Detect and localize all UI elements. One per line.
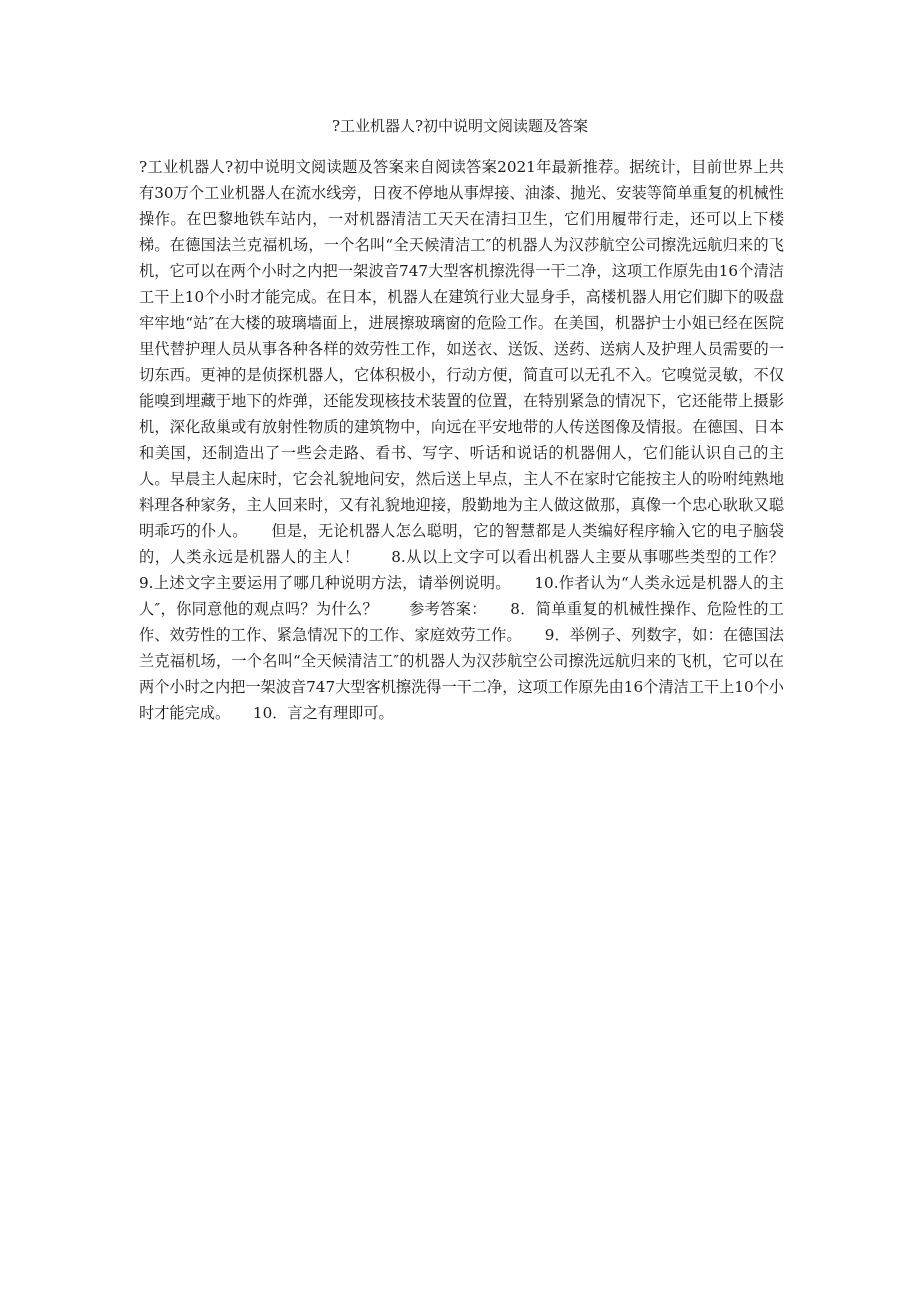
document-body-text: ?工业机器人?初中说明文阅读题及答案来自阅读答案2021年最新推荐。据统计，目前世界上共有30万个工业机器人在流水线旁，日夜不停地从事焊接、油漆、抛光、安装等简单重复的机械性操作。在巴黎地铁车站内，一对机器清洁工天天在清扫卫生，它们用履带行走，还可以上下楼梯。在德国法兰克福机场，一个名叫“全天候清洁工″的机器人为汉莎航空公司擦洗远航归来的飞机，它可以在两个小时之内把一架波音747大型客机擦洗得一干二净，这项工作原先由16个清洁工干上10个小时才能完成。在日本，机器人在建筑行业大显身手，高楼机器人用它们脚下的吸盘牢牢地“站″在大楼的玻璃墙面上，进展擦玻璃窗的危险工作。在美国，机器护士小姐已经在医院里代替护理人员从事各种各样的效劳性工作，如送衣、送饭、送药、送病人及护理人员需要的一切东西。更神的是侦探机器人，它体积极小，行动方便，简直可以无孔不入。它嗅觉灵敏，不仅能嗅到埋藏于地下的炸弹，还能发现核技术装置的位置，在特别紧急的情况下，它还能带上摄影机，深化敌巢或有放射性物质的建筑物中，向远在平安地带的人传送图像及情报。在德国、日本和美国，还制造出了一些会走路、看书、写字、听话和说话的机器佣人，它们能认识自己的主人。早晨主人起床时，它会礼貌地问安，然后送上早点，主人不在家时它能按主人的吩咐纯熟地料理各种家务，主人回来时，又有礼貌地迎接，殷勤地为主人做这做那，真像一个忠心耿耿又聪明乖巧的仆人。 但是，无论机器人怎么聪明，它的智慧都是人类编好程序输入它的电子脑袋的，人类永远是机器人的主人！ 8.从以上文字可以看出机器人主要从事哪些类型的工作？ 9.上述文字主要运用了哪几种说明方法，请举例说明。 10.作者认为“人类永远是机器人的主人″，你同意他的观点吗？为什么？ 参考答案： 8．简单重复的机械性操作、危险性的工作、效劳性的工作、紧急情况下的工作、家庭效劳工作。 9．举例子、列数字，如：在德国法兰克福机场，一个名叫“全天候清洁工″的机器人为汉莎航空公司擦洗远航归来的飞机，它可以在两个小时之内把一架波音747大型客机擦洗得一干二净，这项工作原先由16个清洁工干上10个小时才能完成。 10．言之有理即可。 bbox=[139, 158, 815, 722]
document-title: ?工业机器人?初中说明文阅读题及答案 bbox=[331, 117, 589, 135]
